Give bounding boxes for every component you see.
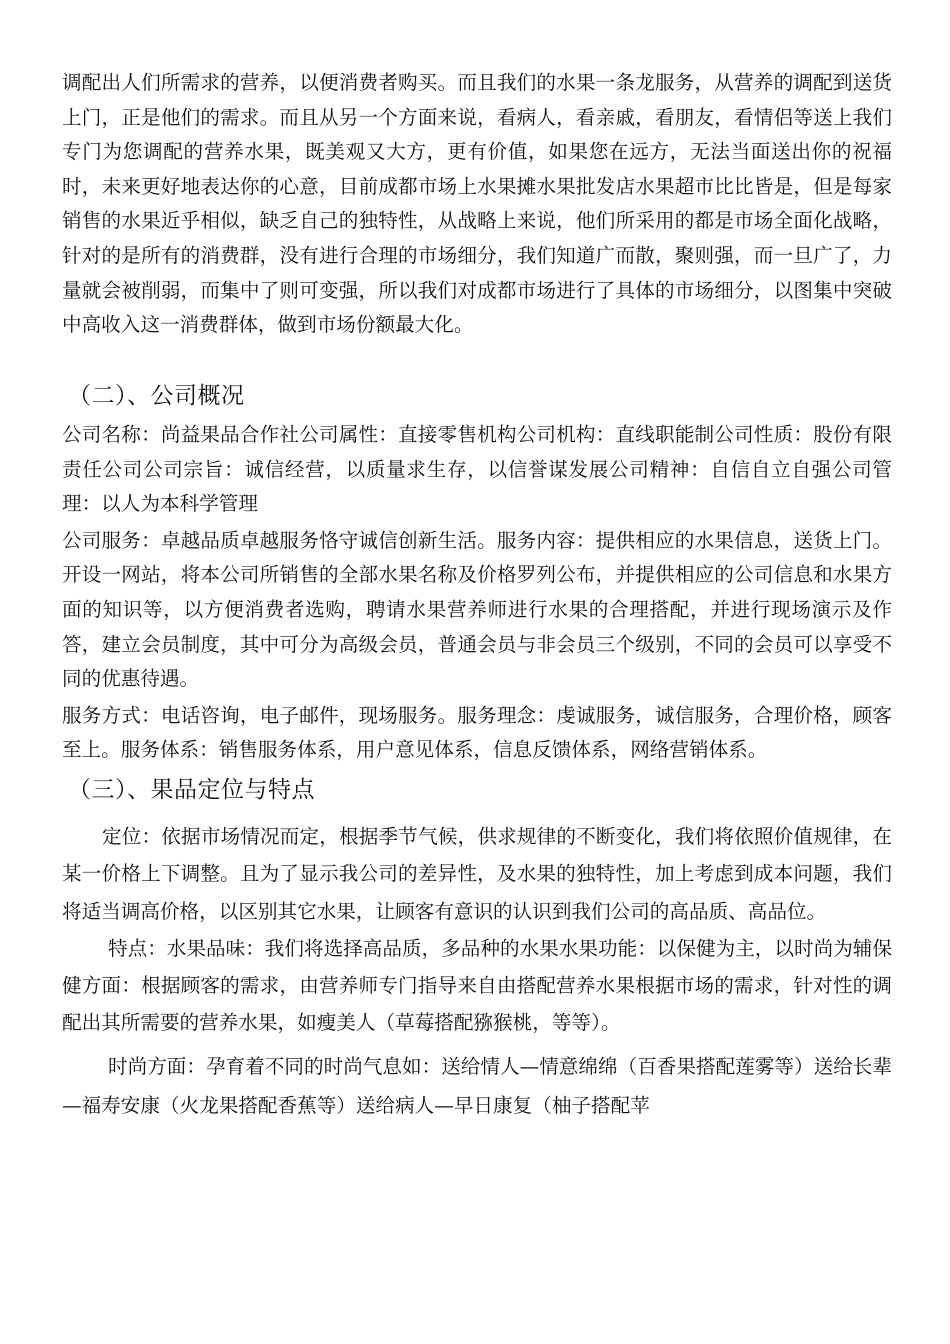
section-heading-company-overview: （二）、公司概况 <box>68 383 245 409</box>
document-page <box>62 66 892 1125</box>
company-info-paragraph: 公司名称：尚益果品合作社公司属性：直接零售机构公司机构：直线职能制公司性质：股份有限责任公司公司宗旨：诚信经营，以质量求生存，以信誉谋发展公司精神：自信自立自强公司管理：以人为本科学管理 <box>62 423 892 516</box>
positioning-paragraph: 定位：依据市场情况而定，根据季节气候，供求规律的不断变化，我们将依照价值规律，在某一价格上下调整。且为了显示我公司的差异性，及水果的独特性，加上考虑到成本问题，我们将适当调高价格，以区别其它水果，让顾客有意识的认识到我们公司的高品质、高品位。 <box>62 824 892 923</box>
intro-paragraph: 调配出人们所需求的营养，以便消费者购买。而且我们的水果一条龙服务，从营养的调配到送货上门，正是他们的需求。而且从另一个方面来说，看病人，看亲戚，看朋友，看情侣等送上我们专门为您调配的营养水果，既美观又大方，更有价值，如果您在远方，无法当面送出你的祝福时，未来更好地表达你的心意，目前成都市场上水果摊水果批发店水果超市比比皆是，但是每家销售的水果近乎相似，缺乏自己的独特性，从战略上来说，他们所采用的都是市场全面化战略，针对的是所有的消费群，没有进行合理的市场细分，我们知道广而散，聚则强，而一旦广了，力量就会被削弱，而集中了则可变强，所以我们对成都市场进行了具体的市场细分，以图集中突破中高收入这一消费群体，做到市场份额最大化。 <box>62 71 892 337</box>
fashion-paragraph: 时尚方面：孕育着不同的时尚气息如：送给情人—情意绵绵（百香果搭配莲雾等）送给长辈—福寿安康（火龙果搭配香蕉等）送给病人—早日康复（柚子搭配苹 <box>62 1055 892 1118</box>
features-paragraph: 特点：水果品味：我们将选择高品质，多品种的水果水果功能：以保健为主，以时尚为辅保健方面：根据顾客的需求，由营养师专门指导来自由搭配营养水果根据市场的需求，针对性的调配出其所需要的营养水果，如瘦美人（草莓搭配猕猴桃，等等）。 <box>62 937 892 1035</box>
company-service-paragraph: 公司服务：卓越品质卓越服务恪守诚信创新生活。服务内容：提供相应的水果信息，送货上门。开设一网站，将本公司所销售的全部水果名称及价格罗列公布，并提供相应的公司信息和水果方面的知识等，以方便消费者选购，聘请水果营养师进行水果的合理搭配，并进行现场演示及作答，建立会员制度，其中可分为高级会员，普通会员与非会员三个级别，不同的会员可以享受不同的优惠待遇。 <box>62 528 892 691</box>
service-mode-paragraph: 服务方式：电话咨询，电子邮件，现场服务。服务理念：虔诚服务，诚信服务，合理价格，顾客至上。服务体系：销售服务体系，用户意见体系，信息反馈体系，网络营销体系。 <box>62 703 892 762</box>
section-heading-positioning: （三）、果品定位与特点 <box>68 776 315 803</box>
